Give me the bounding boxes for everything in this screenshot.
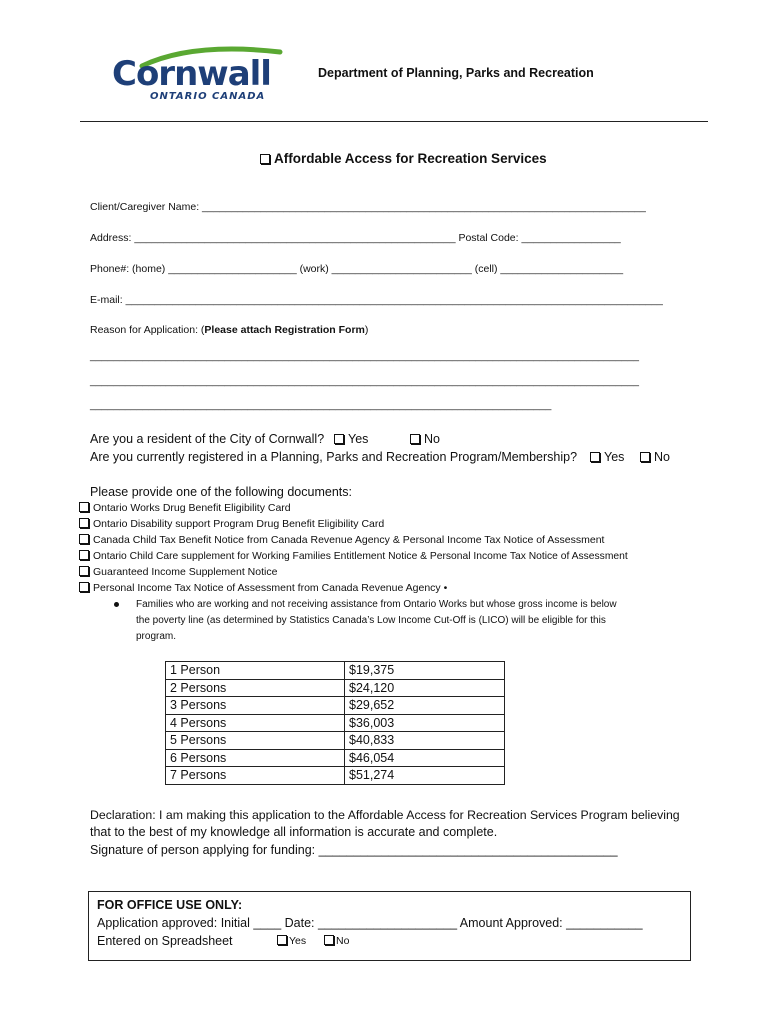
document-item[interactable] — [79, 534, 604, 546]
income-table — [165, 661, 505, 785]
resident-no-checkbox[interactable] — [410, 434, 420, 444]
persons-cell: 3 Persons — [166, 697, 345, 715]
table-row — [166, 679, 505, 697]
declaration-line-1: Declaration: I am making this application to the Affordable Access for Recreation Services Program believing — [90, 808, 680, 822]
cornwall-logo — [112, 40, 287, 104]
eligibility-note-line-1: Families who are working and not receiving assistance from Ontario Works but whose gross income is below — [136, 599, 617, 610]
document-label: Ontario Child Care supplement for Working Families Entitlement Notice & Personal Income Tax Notice of Assessment — [93, 551, 628, 562]
spreadsheet-yes-label: Yes — [289, 935, 307, 947]
department-title: Department of Planning, Parks and Recreation — [318, 66, 594, 80]
amount-cell: $46,054 — [345, 749, 505, 767]
form-title-text: Affordable Access for Recreation Services — [274, 151, 547, 166]
persons-cell: 5 Persons — [166, 732, 345, 750]
persons-cell: 7 Persons — [166, 767, 345, 785]
spreadsheet-label: Entered on Spreadsheet — [97, 934, 233, 948]
document-label: Personal Income Tax Notice of Assessment from Canada Revenue Agency • — [93, 582, 448, 594]
logo-subtitle: ONTARIO CANADA — [150, 91, 266, 102]
reason-line-2[interactable]: ______________________________________________________________________________________________ — [90, 375, 639, 387]
persons-cell: 2 Persons — [166, 679, 345, 697]
table-row — [166, 662, 505, 680]
document-checkbox[interactable] — [79, 502, 89, 512]
registered-no-option[interactable] — [640, 450, 670, 464]
resident-no-option[interactable] — [410, 432, 440, 446]
spreadsheet-yes-option[interactable] — [277, 935, 306, 947]
document-item[interactable] — [79, 550, 628, 562]
document-checkbox[interactable] — [79, 582, 89, 592]
application-approved-field[interactable]: Application approved: Initial ____ Date: ____________________ Amount Approved: ___________ — [97, 916, 643, 930]
form-title — [260, 151, 547, 166]
resident-yes-label: Yes — [348, 432, 369, 446]
documents-intro: Please provide one of the following documents: — [90, 485, 352, 499]
persons-cell: 4 Persons — [166, 714, 345, 732]
client-name-field[interactable]: Client/Caregiver Name: ____________________________________________________________________________ — [90, 201, 646, 213]
eligibility-note-line-2: the poverty line (as determined by Statistics Canada’s Low Income Cut-Off is (LICO) will be eligible for this — [136, 615, 606, 626]
title-checkbox[interactable] — [260, 154, 270, 164]
header-divider — [80, 121, 708, 122]
amount-cell: $19,375 — [345, 662, 505, 680]
persons-cell: 6 Persons — [166, 749, 345, 767]
table-row — [166, 714, 505, 732]
spreadsheet-no-label: No — [336, 935, 350, 947]
email-field[interactable]: E-mail: ____________________________________________________________________________________________ — [90, 294, 663, 306]
registered-yes-option[interactable] — [590, 450, 624, 464]
logo-wordmark: Cornwall — [112, 54, 271, 94]
persons-cell: 1 Person — [166, 662, 345, 680]
registered-question: Are you currently registered in a Planning, Parks and Recreation Program/Membership? — [90, 450, 578, 464]
document-checkbox[interactable] — [79, 550, 89, 560]
document-checkbox[interactable] — [79, 518, 89, 528]
document-label: Guaranteed Income Supplement Notice — [93, 566, 278, 578]
document-item[interactable] — [79, 502, 291, 514]
reason-label — [90, 324, 368, 336]
document-checkbox[interactable] — [79, 566, 89, 576]
resident-yes-option[interactable] — [334, 432, 368, 446]
reason-label-text: Reason for Application: ( — [90, 324, 205, 336]
document-label: Ontario Works Drug Benefit Eligibility Card — [93, 502, 291, 514]
phone-field[interactable]: Phone#: (home) ______________________ (work) ________________________ (cell) _____________________ — [90, 263, 624, 275]
document-label: Canada Child Tax Benefit Notice from Canada Revenue Agency & Personal Income Tax Notice of Assessment — [93, 534, 605, 546]
signature-field[interactable]: Signature of person applying for funding: ___________________________________________ — [90, 843, 618, 857]
reason-label-bold: Please attach Registration Form — [204, 324, 365, 336]
registered-no-checkbox[interactable] — [640, 452, 650, 462]
registered-yes-checkbox[interactable] — [590, 452, 600, 462]
bullet-icon — [114, 602, 119, 607]
address-field[interactable]: Address: _______________________________________________________ Postal Code: _________________ — [90, 232, 621, 244]
resident-yes-checkbox[interactable] — [334, 434, 344, 444]
registered-no-label: No — [654, 450, 670, 464]
spreadsheet-yes-checkbox[interactable] — [277, 935, 287, 945]
document-item[interactable] — [79, 566, 277, 578]
office-use-title: FOR OFFICE USE ONLY: — [97, 898, 243, 912]
reason-label-close: ) — [364, 324, 369, 336]
table-row — [166, 732, 505, 750]
document-label: Ontario Disability support Program Drug Benefit Eligibility Card — [93, 518, 385, 530]
document-checkbox[interactable] — [79, 534, 89, 544]
spreadsheet-no-option[interactable] — [324, 935, 349, 947]
amount-cell: $51,274 — [345, 767, 505, 785]
table-row — [166, 767, 505, 785]
table-row — [166, 697, 505, 715]
amount-cell: $29,652 — [345, 697, 505, 715]
registered-yes-label: Yes — [604, 450, 625, 464]
reason-line-3[interactable]: _______________________________________________________________________________ — [90, 399, 552, 411]
amount-cell: $24,120 — [345, 679, 505, 697]
amount-cell: $40,833 — [345, 732, 505, 750]
resident-no-label: No — [424, 432, 440, 446]
declaration-line-2: that to the best of my knowledge all information is accurate and complete. — [90, 825, 498, 839]
eligibility-note-line-3: program. — [136, 631, 177, 642]
amount-cell: $36,003 — [345, 714, 505, 732]
spreadsheet-no-checkbox[interactable] — [324, 935, 334, 945]
reason-line-1[interactable]: ______________________________________________________________________________________________ — [90, 350, 639, 362]
table-row — [166, 749, 505, 767]
document-item[interactable] — [79, 582, 447, 594]
resident-question: Are you a resident of the City of Cornwall? — [90, 432, 325, 446]
office-use-box — [88, 891, 691, 961]
document-item[interactable] — [79, 518, 384, 530]
